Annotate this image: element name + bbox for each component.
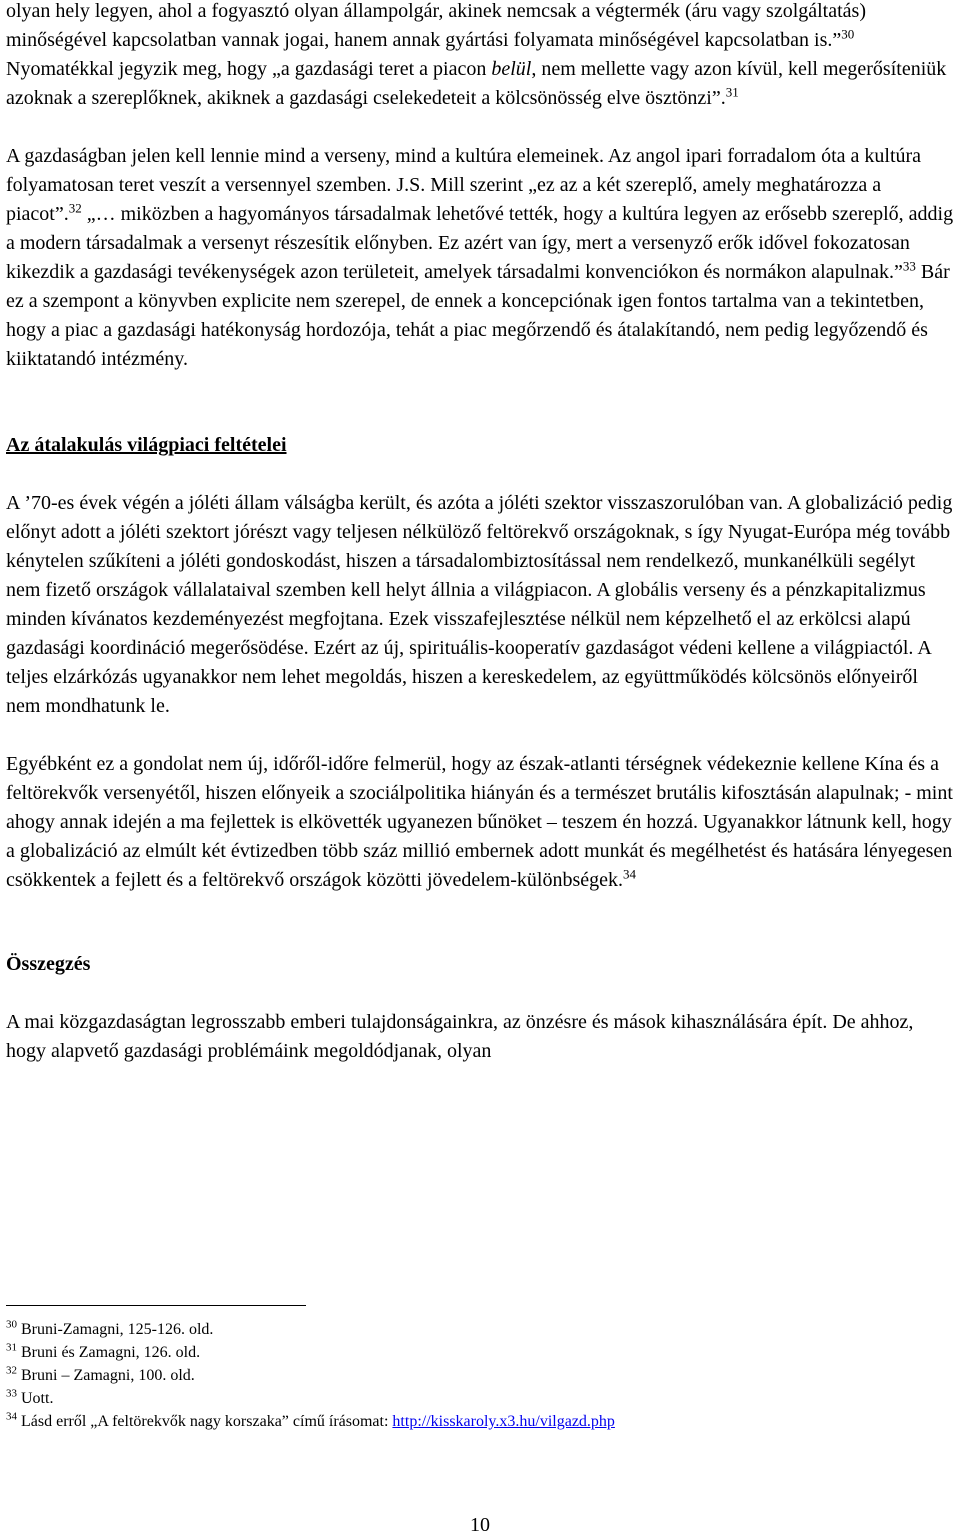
paragraph-1-text-b: Nyomatékkal jegyzik meg, hogy „a gazdasági teret a piacon: [6, 58, 492, 80]
footnote-number: 31: [6, 1341, 17, 1354]
footnote-number: 30: [6, 1318, 17, 1331]
footnote-text: Uott.: [17, 1390, 54, 1407]
paragraph-3: A ’70-es évek végén a jóléti állam válságba került, és azóta a jóléti szektor visszaszorulóban van. A globalizáció pedig előnyt adott a jóléti szektort jórészt vagy teljesen nélkülöző feltörekvő országoknak, s így Nyugat-Európa még tovább kénytelen szűkíteni a jóléti gondoskodást, hiszen a társadalombiztosítással nem rendelkező, munkanélküli segélyt nem fizető országok vállalataival szemben kell helyt állnia a világpiacon. A globális verseny és a pénzkapitalizmus minden kívánatos kezdeményezést megfojtana. Ezek visszafejlesztése nélkül nem képzelhető el az erkölcsi alapú gazdasági koordináció megerősödése. Ezért az új, spirituális-kooperatív gazdaságot védeni kellene a világpiactól. A teljes elzárkózás ugyanakkor nem lehet megoldás, hiszen a kereskedelem, az együttműködés kölcsönös előnyeiről nem mondhatunk le.: [6, 492, 953, 717]
footnote-text: Lásd erről „A feltörekvők nagy korszaka” című írásomat:: [17, 1413, 393, 1430]
footnote-separator: [6, 1305, 306, 1306]
paragraph-4-text: Egyébként ez a gondolat nem új, időről-időre felmerül, hogy az észak-atlanti térségnek védekeznie kellene Kína és a feltörekvők versenyétől, hiszen előnyeik a szociálpolitika hiányán és a természet brutális kifosztásán alapulnak; - mint ahogy annak idején a ma fejlettek is elkövették ugyanezen bűnöket – teszem én hozzá. Ugyanakkor látnunk kell, hogy a globalizáció az elmúlt két évtizedben több száz millió embernek adott munkát és megélhetést és hatására lényegesen csökkentek a fejlett és a feltörekvő országok közötti jövedelem-különbségek.: [6, 753, 953, 891]
footnote-31: [6, 1341, 954, 1364]
paragraph-2-text-a: A gazdaságban jelen kell lennie mind a verseny, mind a kultúra elemeinek. Az angol ipari forradalom óta a kultúra folyamatosan teret veszít a versennyel szemben. J.S. Mill szerint „ez az a két szereplő, amely meghatározza a piacot”.: [6, 145, 922, 225]
footnote-text: Bruni – Zamagni, 100. old.: [17, 1367, 195, 1384]
paragraph-1-emphasis: belül: [491, 58, 532, 80]
footnote-ref-33: 33: [902, 258, 916, 274]
section-heading-transformation: Az átalakulás világpiaci feltételei: [6, 434, 287, 456]
footnote-32: [6, 1364, 954, 1387]
footnote-text: Bruni és Zamagni, 126. old.: [17, 1344, 201, 1361]
paragraph-2-text-b: „… miközben a hagyományos társadalmak lehetővé tették, hogy a kultúra legyen az erősebb szereplő, addig a modern társadalmak a versenyt részesítik előnyben. Ez azért van így, mert a versenyző erők idővel fokozatosan kikezdik a gazdasági tevékenységek azon területeit, amelyek társadalmi konvenciókon és normákon alapulnak.”: [6, 203, 954, 283]
footnote-number: 32: [6, 1364, 17, 1377]
paragraph-4: [6, 750, 954, 895]
footnote-ref-32: 32: [68, 200, 82, 216]
paragraph-1: [6, 0, 954, 113]
footnote-link[interactable]: http://kisskaroly.x3.hu/vilgazd.php: [392, 1413, 615, 1430]
paragraph-1-text-a: olyan hely legyen, ahol a fogyasztó olyan állampolgár, akinek nemcsak a végtermék (áru vagy szolgáltatás) minőségével kapcsolatban vannak jogai, hanem annak gyártási folyamata minőségével kapcsolatban is.”: [6, 0, 866, 51]
footnote-ref-30: 30: [841, 26, 855, 42]
paragraph-2-text-c: Bár ez a szempont a könyvben explicite nem szerepel, de ennek a koncepciónak igen fontos tartalma van a tekintetben, hogy a piac a gazdasági hatékonyság hordozója, tehát a piac megőrzendő és átalakítandó, nem pedig legyőzendő és kiiktatandó intézmény.: [6, 261, 950, 370]
section-heading-summary: Összegzés: [6, 953, 91, 975]
footnote-30: [6, 1318, 954, 1341]
footnotes: [6, 1305, 954, 1433]
page-number: 10: [470, 1514, 490, 1536]
footnote-33: [6, 1387, 954, 1410]
paragraph-2: [6, 142, 954, 374]
paragraph-1-text-c: , nem mellette vagy azon kívül, kell megerősíteniük azoknak a szereplőknek, akiknek a gazdasági cselekedeteit a kölcsönösség elve ösztönzi”.: [6, 58, 947, 109]
footnote-ref-31: 31: [725, 84, 739, 100]
paragraph-5: A mai közgazdaságtan legrosszabb emberi tulajdonságainkra, az önzésre és mások kihasználására épít. De ahhoz, hogy alapvető gazdasági problémáink megoldódjanak, olyan: [6, 1011, 914, 1062]
footnote-34: [6, 1410, 954, 1433]
page-body: [6, 0, 954, 1066]
footnote-number: 34: [6, 1410, 17, 1423]
footnote-ref-34: 34: [623, 866, 637, 882]
footnote-number: 33: [6, 1387, 17, 1400]
footnote-text: Bruni-Zamagni, 125-126. old.: [17, 1321, 214, 1338]
